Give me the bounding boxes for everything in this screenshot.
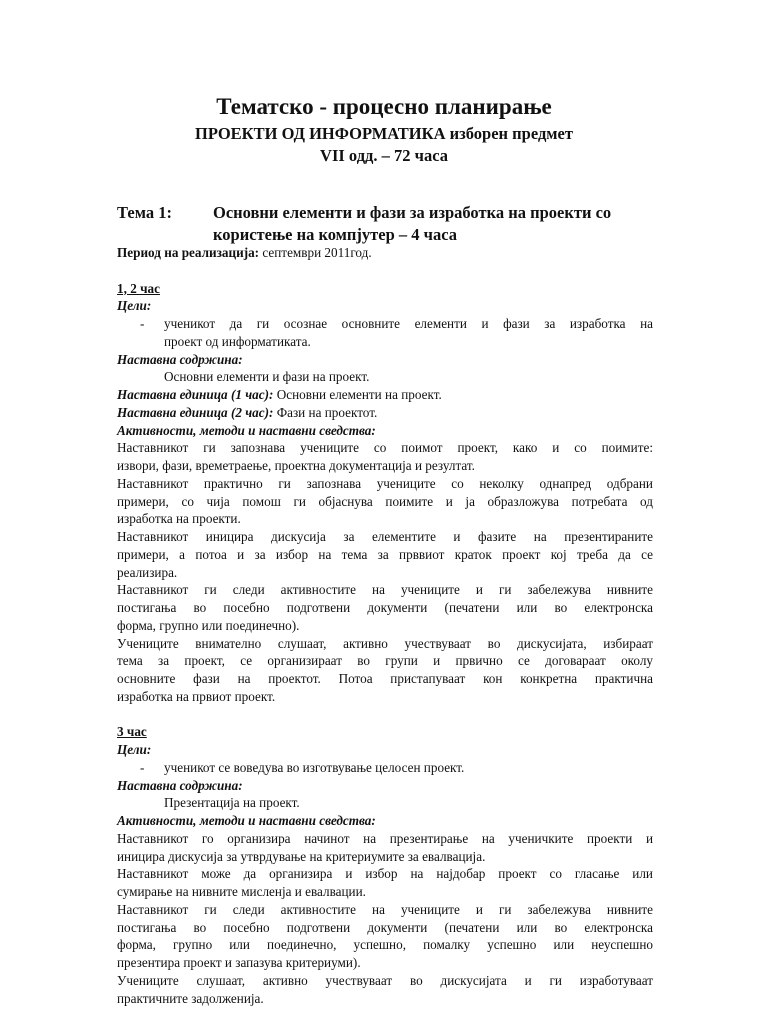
lesson-1-goals-label: Цели:: [117, 298, 152, 314]
paragraph-line: основните фази на проектот. Потоа пристапуваат кон конкретна практична: [117, 671, 653, 686]
paragraph-line: примери, а потоа и за избор на тема за прввиот краток проект кој треба да се: [117, 546, 653, 562]
paragraph-line: Наставникот го организира начинот на презентирање на ученичките проекти и: [117, 830, 653, 846]
paragraph-line: иницира дискусија за утврдување на критериумите за евалвација.: [117, 848, 486, 864]
lesson-2-content-label: Наставна содржина:: [117, 777, 243, 793]
bullet-dash: -: [140, 316, 145, 331]
topic-heading: [117, 202, 657, 246]
lesson-2-content-value: Презентација на проект.: [164, 795, 300, 811]
period-label: Период на реализација:: [117, 245, 260, 260]
lesson-1-unit-1: Наставна единица (1 час): Основни елементи на проект.: [117, 387, 442, 402]
paragraph-line: изработка на првиот проект.: [117, 688, 276, 704]
document-subtitle: ПРОЕКТИ ОД ИНФОРМАТИКА изборен предмет: [195, 124, 573, 143]
paragraph-line: постигања во посебно подготвени документи (печатени или во електронска: [117, 600, 653, 615]
document-title: Тематско - процесно планирање: [216, 94, 552, 119]
lesson-2-goal-item: - ученикот се воведува во изготвување целосен проект.: [140, 759, 465, 775]
paragraph-line: изработка на проекти.: [117, 511, 241, 527]
lesson-1-goal-continuation: проект од информатиката.: [164, 333, 311, 349]
lesson-1-activities-label: Активности, методи и наставни сведства:: [117, 422, 376, 438]
lesson-2-goals-label: Цели:: [117, 742, 152, 757]
lesson-1-content-value: Основни елементи и фази на проект.: [164, 369, 370, 385]
paragraph-line: Наставникот ги следи активностите на учениците и ги забележува нивните: [117, 582, 653, 598]
paragraph-line: Наставникот може да организира и избор на најдобар проект со гласање или: [117, 866, 653, 882]
paragraph-line: презентира проект и запазува критериуми).: [117, 955, 361, 970]
bullet-dash: -: [140, 759, 145, 775]
paragraph-line: форма, групно или поединечно).: [117, 617, 300, 633]
document-body: [117, 244, 653, 1007]
paragraph-line: извори, фази, времетраење, проектна документација и резултат.: [117, 458, 475, 473]
paragraph-line: тема за проект, се организираат во групи и првично се договараат околу: [117, 653, 653, 669]
paragraph-line: сумирање на нивните мисленја и евалвации.: [117, 884, 366, 899]
lesson-1-unit-2: Наставна единица (2 час): Фази на проектот.: [117, 404, 378, 420]
lesson-1-activities: [117, 439, 653, 705]
paragraph-line: Наставникот ги запознава учениците со поимот проект, како и со поимите:: [117, 440, 653, 456]
topic-prefix: Тема 1:: [117, 203, 172, 222]
paragraph-line: Наставникот практично ги запознава учениците со неколку однапред одбрани: [117, 475, 653, 491]
paragraph-line: Наставникот ги следи активностите на учениците и ги забележува нивните: [117, 901, 653, 917]
paragraph-line: Учениците слушаат, активно учествуваат во дискусијата и ги изработуваат: [117, 972, 653, 988]
lesson-1-goal-item: - ученикот да ги осознае основните елементи и фази за изработка на: [140, 316, 653, 331]
period-value: септември 2011год.: [259, 245, 372, 260]
lesson-1-content-label: Наставна содржина:: [117, 351, 243, 367]
lesson-1-heading: 1, 2 час: [117, 280, 160, 296]
paragraph-line: реализира.: [117, 564, 178, 580]
lesson-2-activities-label: Активности, методи и наставни сведства:: [117, 813, 376, 828]
lesson-2-activities: [117, 830, 653, 1008]
paragraph-line: форма, групно или поединечно, успешно, помалку успешно или неуспешно: [117, 937, 653, 953]
lesson-2-heading: 3 час: [117, 724, 147, 740]
paragraph-line: Наставникот иницира дискусија за елементите и фазите на презентираните: [117, 529, 653, 544]
paragraph-line: Учениците внимателно слушаат, активно учествуваат во дискусијата, избираат: [117, 635, 653, 651]
paragraph-line: постигања во посебно подготвени документи (печатени или во електронска: [117, 919, 653, 935]
paragraph-line: примери, со чија помош ги објаснува поимите и ја образложува потребата од: [117, 493, 653, 509]
period-line: [117, 244, 653, 262]
topic-title-line2: користење на компјутер – 4 часа: [213, 225, 457, 244]
document-grade: VII одд. – 72 часа: [320, 146, 448, 165]
paragraph-line: практичните задолженија.: [117, 990, 264, 1006]
topic-title-line1: Основни елементи и фази за изработка на проекти со: [213, 203, 612, 222]
